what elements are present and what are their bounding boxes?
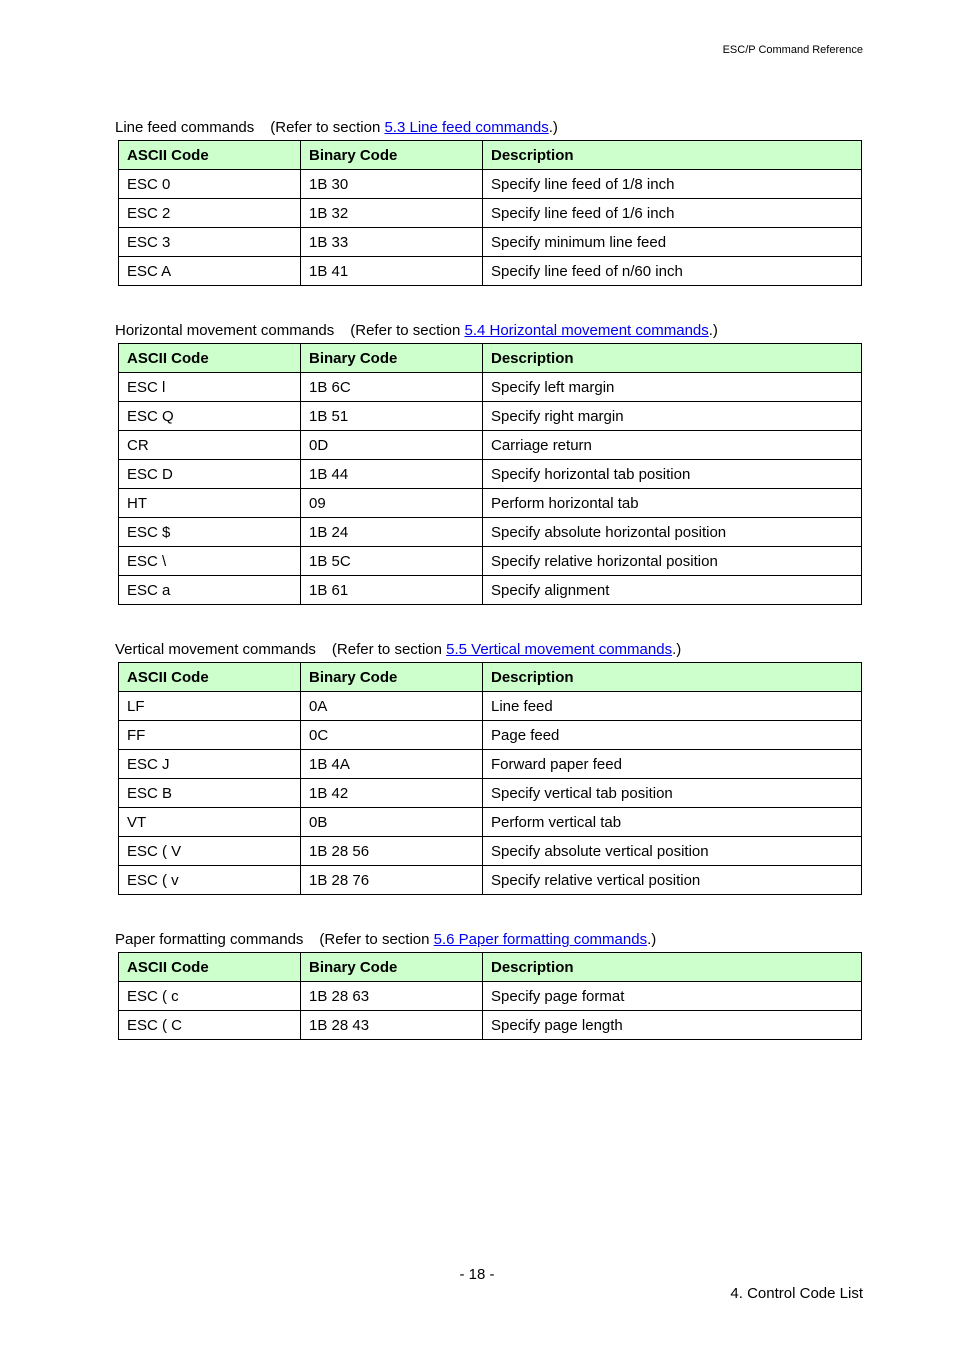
command-table xyxy=(118,140,862,286)
table-row: LF 0A Line feed xyxy=(119,692,862,721)
section-ref-link[interactable]: 5.5 Vertical movement commands xyxy=(446,641,673,658)
table-header-row xyxy=(119,953,862,982)
page-number: - 18 - xyxy=(459,1266,495,1283)
table-header-row xyxy=(119,344,862,373)
command-table xyxy=(118,343,862,605)
section-caption: Horizontal movement commands (Refer to section 5.4 Horizontal movement commands.) xyxy=(115,322,718,339)
table-row: ESC D 1B 44 Specify horizontal tab position xyxy=(119,460,862,489)
table-row: FF 0C Page feed xyxy=(119,721,862,750)
header-description: Description xyxy=(483,953,862,982)
section-ref-link[interactable]: 5.6 Paper formatting commands xyxy=(433,931,648,948)
table-row: VT 0B Perform vertical tab xyxy=(119,808,862,837)
table-row: ESC \ 1B 5C Specify relative horizontal position xyxy=(119,547,862,576)
header-ascii: ASCII Code xyxy=(119,141,301,170)
table-row: ESC l 1B 6C Specify left margin xyxy=(119,373,862,402)
section-caption: Vertical movement commands (Refer to section 5.5 Vertical movement commands.) xyxy=(115,641,682,658)
header-description: Description xyxy=(483,663,862,692)
section-caption: Line feed commands (Refer to section 5.3 Line feed commands.) xyxy=(115,119,558,136)
table-header-row xyxy=(119,663,862,692)
table-row: CR 0D Carriage return xyxy=(119,431,862,460)
table-row: HT 09 Perform horizontal tab xyxy=(119,489,862,518)
section-title: Line feed commands xyxy=(115,119,255,136)
section-title: Paper formatting commands xyxy=(115,931,304,948)
section-vertical-movement xyxy=(115,637,861,895)
command-table xyxy=(118,662,862,895)
table-row: ESC B 1B 42 Specify vertical tab position xyxy=(119,779,862,808)
header-description: Description xyxy=(483,344,862,373)
header-ascii: ASCII Code xyxy=(119,953,301,982)
running-header: ESC/P Command Reference xyxy=(722,44,863,56)
chapter-footer: 4. Control Code List xyxy=(730,1285,863,1302)
header-ascii: ASCII Code xyxy=(119,663,301,692)
section-caption: Paper formatting commands (Refer to section 5.6 Paper formatting commands.) xyxy=(115,931,657,948)
header-binary: Binary Code xyxy=(301,344,483,373)
table-row: ESC Q 1B 51 Specify right margin xyxy=(119,402,862,431)
table-row: ESC J 1B 4A Forward paper feed xyxy=(119,750,862,779)
table-header-row xyxy=(119,141,862,170)
table-row: ESC ( c 1B 28 63 Specify page format xyxy=(119,982,862,1011)
section-ref-link[interactable]: 5.3 Line feed commands xyxy=(384,119,549,136)
table-row: ESC A 1B 41 Specify line feed of n/60 inch xyxy=(119,257,862,286)
section-line-feed xyxy=(115,115,861,286)
table-row: ESC ( v 1B 28 76 Specify relative vertical position xyxy=(119,866,862,895)
section-paper-formatting xyxy=(115,927,861,1040)
header-binary: Binary Code xyxy=(301,663,483,692)
header-binary: Binary Code xyxy=(301,141,483,170)
section-horizontal-movement xyxy=(115,318,861,605)
header-ascii: ASCII Code xyxy=(119,344,301,373)
command-table xyxy=(118,952,862,1040)
header-binary: Binary Code xyxy=(301,953,483,982)
header-description: Description xyxy=(483,141,862,170)
table-row: ESC $ 1B 24 Specify absolute horizontal position xyxy=(119,518,862,547)
section-ref-link[interactable]: 5.4 Horizontal movement commands xyxy=(464,322,709,339)
section-title: Vertical movement commands xyxy=(115,641,316,658)
table-row: ESC ( V 1B 28 56 Specify absolute vertical position xyxy=(119,837,862,866)
table-row: ESC a 1B 61 Specify alignment xyxy=(119,576,862,605)
section-title: Horizontal movement commands xyxy=(115,322,335,339)
table-row: ESC 3 1B 33 Specify minimum line feed xyxy=(119,228,862,257)
table-row: ESC 0 1B 30 Specify line feed of 1/8 inch xyxy=(119,170,862,199)
table-row: ESC ( C 1B 28 43 Specify page length xyxy=(119,1011,862,1040)
table-row: ESC 2 1B 32 Specify line feed of 1/6 inch xyxy=(119,199,862,228)
